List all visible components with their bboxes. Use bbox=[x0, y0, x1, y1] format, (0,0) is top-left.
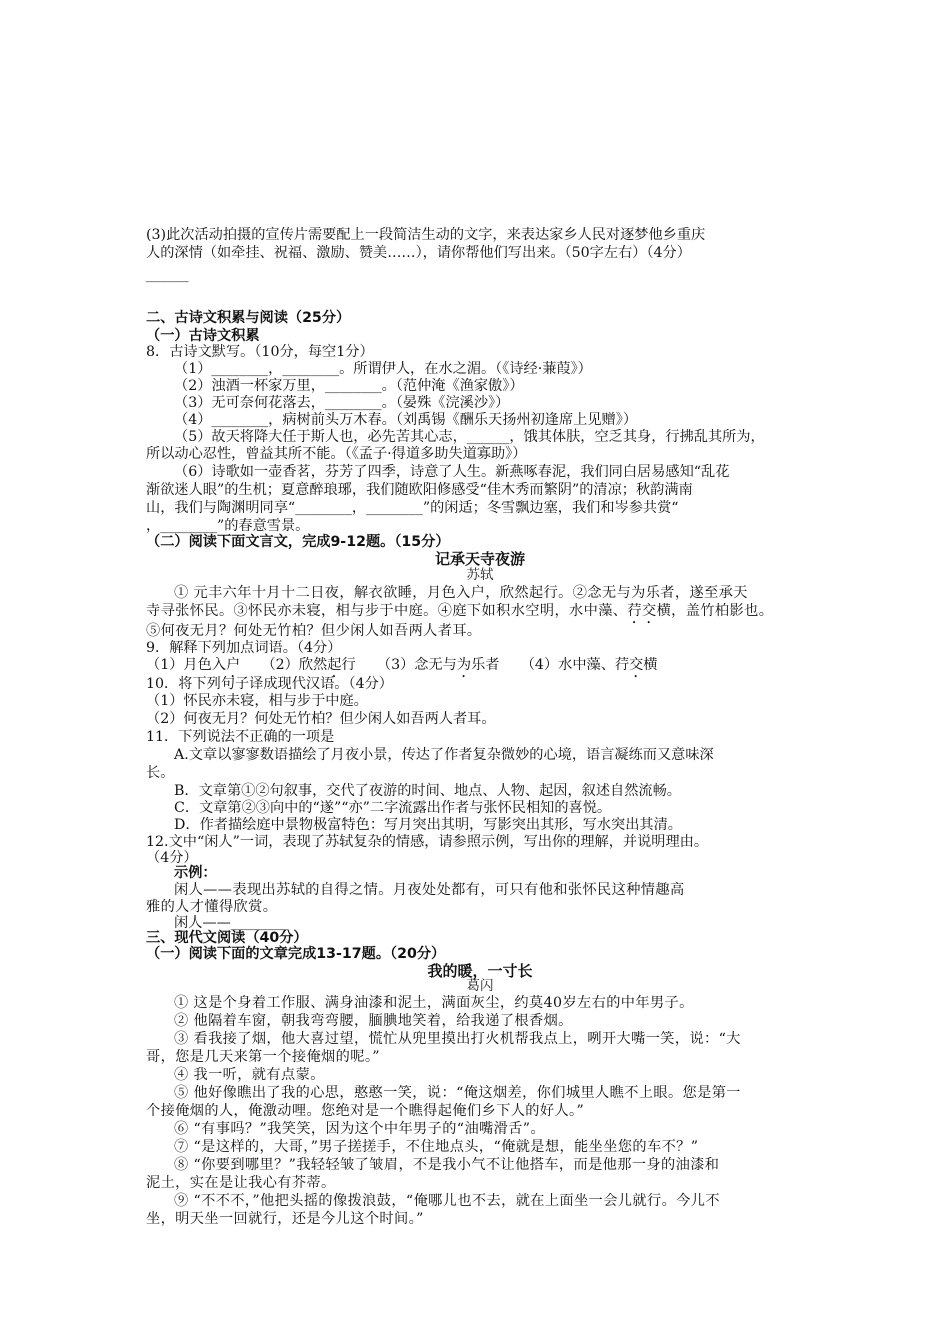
text-line: ⑦ “是这样的，大哥，”男子搓搓手，不住地点头，“俺就是想，能坐坐您的车不？” bbox=[174, 1139, 699, 1155]
text-line: 闲人——表现出苏轼的自得之情。月夜处处都有，可只有他和张怀民这种情趣高 bbox=[174, 882, 685, 898]
text-line: 10．将下列句子译成现代汉语。（4分） bbox=[146, 676, 393, 692]
text-line: C．文章第②③向中的“遂”“亦”二字流露出作者与张怀民相知的喜悦。 bbox=[174, 800, 612, 816]
text-line: 长。 bbox=[146, 765, 175, 781]
text-line: （1）________，________。所谓伊人，在水之湄。（《诗经·蒹葭》） bbox=[174, 361, 592, 377]
text-line: A.文章以寥寥数语描绘了月夜小景，传达了作者复杂微妙的心境，语言凝练而又意味深 bbox=[174, 747, 714, 763]
text-line: 葛闪 bbox=[466, 978, 494, 994]
text-line: ⑨ “不不不，”他把头摇的像拨浪鼓，“俺哪儿也不去，就在上面坐一会儿就行。今儿不 bbox=[174, 1193, 720, 1209]
text-line: 8．古诗文默写。（10分，每空1分） bbox=[146, 344, 374, 360]
text-line: B．文章第①②句叙事，交代了夜游的时间、地点、人物、起因，叙述自然流畅。 bbox=[174, 783, 681, 799]
text-line: D．作者描绘庭中景物极富特色：写月突出其明，写影突出其形，写水突出其清。 bbox=[174, 817, 682, 833]
text-line: 记承天寺夜游 bbox=[434, 550, 525, 568]
text-line: ③ 看我接了烟，他大喜过望，慌忙从兜里摸出打火机帮我点上，咧开大嘴一笑，说：“大 bbox=[174, 1031, 741, 1047]
text-line: ，________”的春意雪景。 bbox=[146, 518, 310, 534]
text-line: ④ 我一听，就有点蒙。 bbox=[174, 1067, 325, 1083]
text-line: ______ bbox=[146, 267, 189, 283]
text-line: ① 这是个身着工作服、满身油漆和泥土，满面灰尘，约莫40岁左右的中年男子。 bbox=[174, 995, 694, 1011]
text-line: （二）阅读下面文言文，完成9-12题。（15分） bbox=[146, 534, 450, 550]
text-line: 示例： bbox=[174, 865, 217, 881]
text-line: （4分） bbox=[146, 850, 198, 866]
text-line: (3)此次活动拍摄的宣传片需要配上一段简洁生动的文字，来表达家乡人民对逐梦他乡重庆 bbox=[146, 227, 706, 243]
text-line: （3）无可奈何花落去，________。（晏殊《浣溪沙》） bbox=[174, 395, 510, 411]
text-line: ① 元丰六年十月十二日夜，解衣欲睡，月色入户，欣然起行。②念无与为乐者，遂至承天 bbox=[174, 585, 748, 601]
text-line: （1）月色入户 （2）欣然起行 （3）念无与为乐者 （4）水中藻、荇交横 bbox=[146, 657, 658, 673]
text-line: （一）阅读下面的文章完成13-17题。（20分） bbox=[146, 946, 446, 962]
text-line: ② 他隔着车窗，朝我弯弯腰，腼腆地笑着，给我递了根香烟。 bbox=[174, 1013, 573, 1029]
text-line: （一）古诗文积累 bbox=[146, 328, 260, 344]
text-line: （5）故天将降大任于斯人也，必先苦其心志，______，饿其体肤，空乏其身，行拂乱其所为， bbox=[174, 429, 765, 445]
text-line: 12.文中“闲人”一词，表现了苏轼复杂的情感，请参照示例，写出你的理解，并说明理由。 bbox=[146, 834, 709, 850]
text-line: 人的深情（如牵挂、祝福、激励、赞美……），请你帮他们写出来。（50字左右）（4分） bbox=[146, 245, 691, 261]
text-line: 渐欲迷人眼”的生机；夏意醉琅琊，我们随欧阳修感受“佳木秀而繁阴”的清凉；秋韵满南 bbox=[146, 482, 693, 498]
text-line: 山，我们与陶渊明同享“________，________”的闲适；冬雪飘边塞，我们和岑参共赏“ bbox=[146, 500, 679, 516]
text-line: 9．解释下列加点词语。（4分） bbox=[146, 640, 342, 656]
text-line: （2）浊酒一杯家万里，________。（范仲淹《渔家傲》） bbox=[174, 378, 524, 394]
text-line: 我的暖，一寸长 bbox=[427, 962, 533, 980]
emphasis-dot: 户 bbox=[225, 657, 241, 673]
text-line: 11．下列说法不正确的一项是 bbox=[146, 729, 335, 745]
text-line: （6）诗歌如一壶香茗，芬芳了四季，诗意了人生。新燕啄春泥，我们同白居易感知“乱花 bbox=[174, 464, 730, 480]
text-line: 雅的人才懂得欣赏。 bbox=[146, 899, 278, 915]
text-line: ⑧ “你要到哪里？”我轻轻皱了皱眉，不是我小气不让他搭车，而是他那一身的油漆和 bbox=[174, 1157, 720, 1173]
text-line: ⑤何夜无月？何处无竹柏？但少闲人如吾两人者耳。 bbox=[146, 623, 482, 639]
emphasis-dot: 起 bbox=[327, 657, 342, 673]
text-line: 寺寻张怀民。③怀民亦未寝，相与步于中庭。④庭下如积水空明，水中藻、荇交横，盖竹柏影也。 bbox=[146, 603, 774, 619]
emphasis-dot: 交 bbox=[629, 657, 644, 673]
text-line: 哥，您是几天来第一个接俺烟的呢。” bbox=[146, 1049, 380, 1065]
text-line: ⑥ “有事吗？”我笑笑，因为这个中年男子的“油嘴滑舌”。 bbox=[174, 1121, 546, 1137]
emphasis-dot: 荇交 bbox=[627, 603, 657, 619]
text-line: 苏轼 bbox=[466, 567, 494, 583]
text-line: （2）何夜无月？何处无竹柏？但少闲人如吾两人者耳。 bbox=[146, 711, 496, 727]
text-line: 个接俺烟的人，俺激动哩。您绝对是一个瞧得起俺们乡下人的好人。” bbox=[146, 1103, 585, 1119]
text-line: ⑤ 他好像瞧出了我的心思，憨憨一笑，说：“俺这烟差，你们城里人瞧不上眼。您是第一 bbox=[174, 1085, 741, 1101]
text-line: （4）________，病树前头万木春。（刘禹锡《酬乐天扬州初逢席上见赠》） bbox=[174, 412, 638, 428]
emphasis-dot: 为 bbox=[456, 657, 472, 673]
text-line: 二、古诗文积累与阅读（25分） bbox=[146, 310, 351, 326]
text-line: 泥土，实在是让我心有芥蒂。 bbox=[146, 1175, 336, 1191]
text-line: （1）怀民亦未寝，相与步于中庭。 bbox=[146, 693, 368, 709]
text-line: 坐，明天坐一回就行，还是今儿这个时间。” bbox=[146, 1211, 424, 1227]
text-line: 所以动心忍性，曾益其所不能。（《孟子·得道多助失道寡助》） bbox=[146, 446, 527, 462]
text-line: 闲人——________ bbox=[174, 915, 288, 931]
text-line: 三、现代文阅读（40分） bbox=[146, 930, 308, 946]
